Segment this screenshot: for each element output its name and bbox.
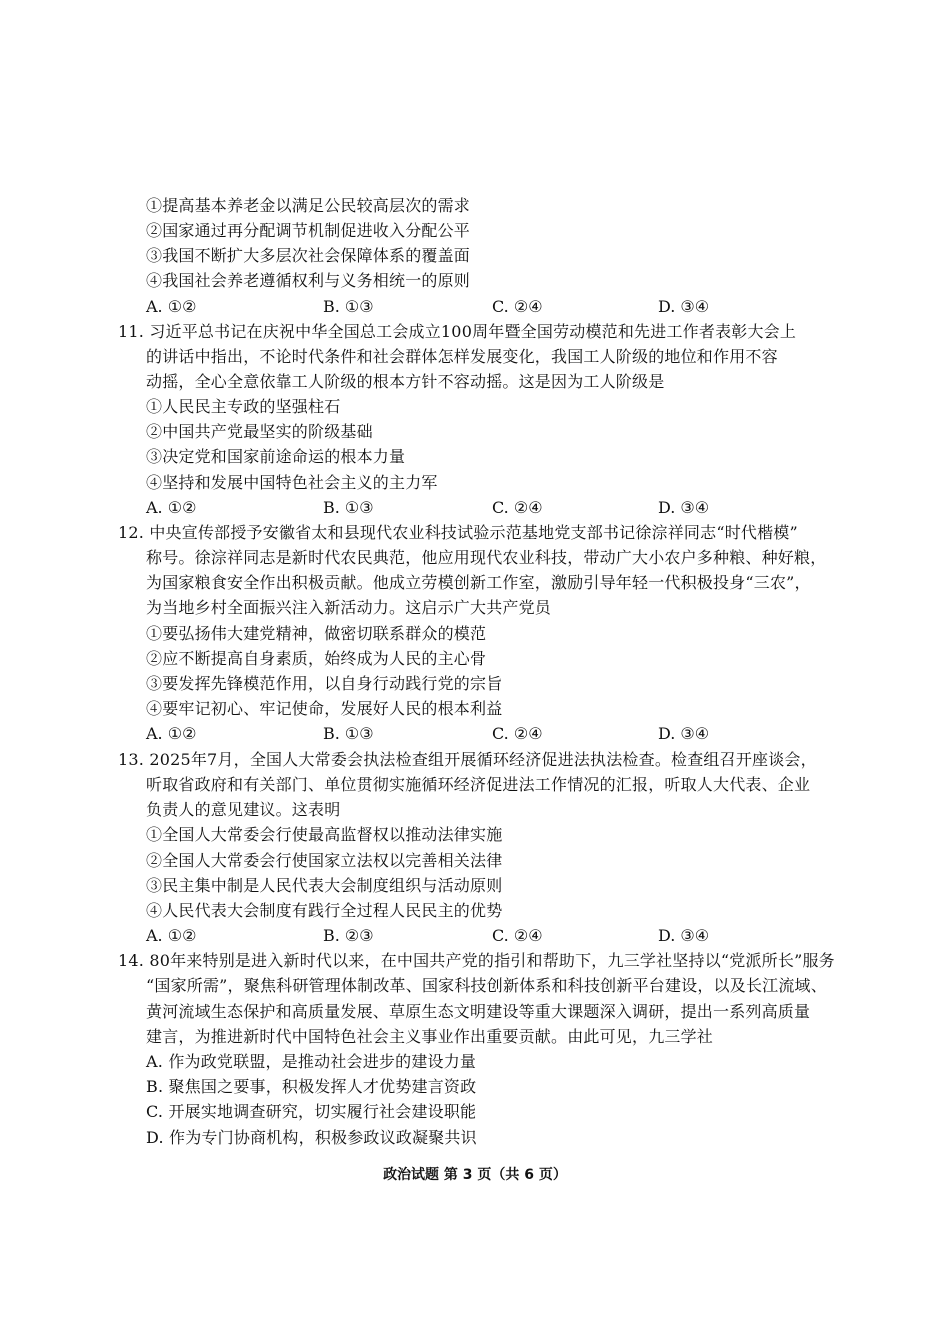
- choice-d: D. 作为专门协商机构，积极参政议政凝聚共识: [146, 1128, 477, 1147]
- statement: ①人民民主专政的坚强柱石: [146, 397, 341, 416]
- option-d: D. ③④: [658, 926, 710, 945]
- question-12-stem: 为当地乡村全面振兴注入新活动力。这启示广大共产党员: [146, 598, 552, 617]
- page-footer: 政治试题 第 3 页（共 6 页）: [383, 1167, 567, 1183]
- statement: ③民主集中制是人民代表大会制度组织与活动原则: [146, 876, 503, 895]
- question-14-stem: 黄河流域生态保护和高质量发展、草原生态文明建设等重大课题深入调研，提出一系列高质量: [146, 1002, 811, 1021]
- statement: ④要牢记初心、牢记使命，发展好人民的根本利益: [146, 699, 503, 718]
- question-12-stem: 称号。徐淙祥同志是新时代农民典范，他应用现代农业科技，带动广大小农户多种粮、种好粮，: [146, 548, 827, 567]
- choice-a: A. 作为政党联盟，是推动社会进步的建设力量: [146, 1052, 477, 1071]
- statement: ③决定党和国家前途命运的根本力量: [146, 447, 406, 466]
- option-b: B. ②③: [323, 926, 374, 945]
- statement: ②中国共产党最坚实的阶级基础: [146, 422, 373, 441]
- option-c: C. ②④: [492, 297, 543, 316]
- option-a: A. ①②: [146, 297, 197, 316]
- option-b: B. ①③: [323, 498, 374, 517]
- question-13-stem: 13. 2025年7月，全国人大常委会执法检查组开展循环经济促进法执法检查。检查组召开座谈会，: [118, 750, 817, 769]
- option-d: D. ③④: [658, 498, 710, 517]
- choice-c: C. 开展实地调查研究，切实履行社会建设职能: [146, 1102, 477, 1121]
- statement: ④我国社会养老遵循权利与义务相统一的原则: [146, 271, 471, 290]
- option-b: B. ①③: [323, 724, 374, 743]
- option-c: C. ②④: [492, 498, 543, 517]
- question-14-stem: 14. 80年来特别是进入新时代以来，在中国共产党的指引和帮助下，九三学社坚持以“党派所长”服务: [118, 951, 835, 970]
- statement: ④人民代表大会制度有践行全过程人民民主的优势: [146, 901, 503, 920]
- statement: ②应不断提高自身素质，始终成为人民的主心骨: [146, 649, 487, 668]
- statement: ③我国不断扩大多层次社会保障体系的覆盖面: [146, 246, 471, 265]
- option-b: B. ①③: [323, 297, 374, 316]
- options-row: [146, 297, 786, 317]
- option-a: A. ①②: [146, 724, 197, 743]
- question-12-stem: 为国家粮食安全作出积极贡献。他成立劳模创新工作室，激励引导年轻一代积极投身“三农”，: [146, 573, 811, 592]
- question-14-stem: 建言，为推进新时代中国特色社会主义事业作出重要贡献。由此可见，九三学社: [146, 1027, 714, 1046]
- option-d: D. ③④: [658, 297, 710, 316]
- statement: ②国家通过再分配调节机制促进收入分配公平: [146, 221, 471, 240]
- statement: ③要发挥先锋模范作用，以自身行动践行党的宗旨: [146, 674, 503, 693]
- choice-b: B. 聚焦国之要事，积极发挥人才优势建言资政: [146, 1077, 477, 1096]
- option-a: A. ①②: [146, 926, 197, 945]
- question-13-stem: 负责人的意见建议。这表明: [146, 800, 341, 819]
- option-c: C. ②④: [492, 724, 543, 743]
- question-11-stem: 动摇，全心全意依靠工人阶级的根本方针不容动摇。这是因为工人阶级是: [146, 372, 665, 391]
- options-row: [146, 724, 786, 744]
- question-12-stem: 12. 中央宣传部授予安徽省太和县现代农业科技试验示范基地党支部书记徐淙祥同志“时代楷模”: [118, 523, 798, 542]
- statement: ④坚持和发展中国特色社会主义的主力军: [146, 473, 438, 492]
- question-13-stem: 听取省政府和有关部门、单位贯彻实施循环经济促进法工作情况的汇报，听取人大代表、企业: [146, 775, 811, 794]
- statement: ①全国人大常委会行使最高监督权以推动法律实施: [146, 825, 503, 844]
- option-a: A. ①②: [146, 498, 197, 517]
- question-11-stem: 11. 习近平总书记在庆祝中华全国总工会成立100周年暨全国劳动模范和先进工作者表彰大会上: [118, 322, 797, 341]
- options-row: [146, 926, 786, 946]
- statement: ②全国人大常委会行使国家立法权以完善相关法律: [146, 851, 503, 870]
- statement: ①要弘扬伟大建党精神，做密切联系群众的模范: [146, 624, 487, 643]
- question-14-stem: “国家所需”，聚焦科研管理体制改革、国家科技创新体系和科技创新平台建设，以及长江流域、: [146, 976, 827, 995]
- options-row: [146, 498, 786, 518]
- option-c: C. ②④: [492, 926, 543, 945]
- statement: ①提高基本养老金以满足公民较高层次的需求: [146, 196, 471, 215]
- question-11-stem: 的讲话中指出，不论时代条件和社会群体怎样发展变化，我国工人阶级的地位和作用不容: [146, 347, 778, 366]
- option-d: D. ③④: [658, 724, 710, 743]
